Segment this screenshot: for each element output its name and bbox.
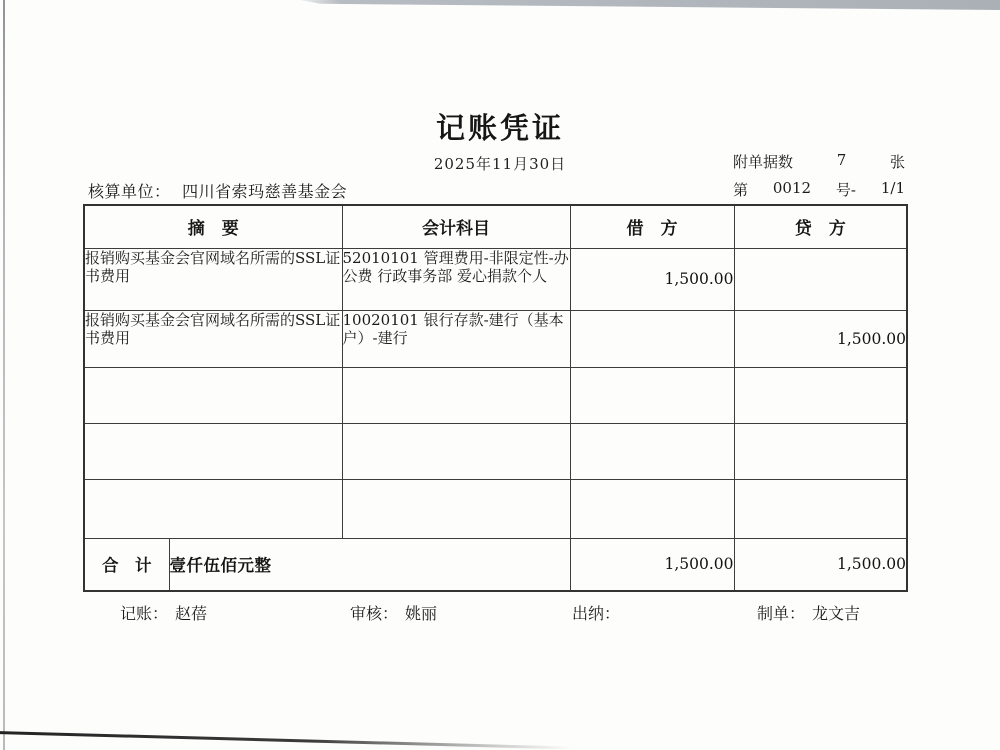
summary-cell: 报销购买基金会官网域名所需的SSL证书费用 bbox=[84, 248, 342, 310]
credit-amount bbox=[734, 423, 907, 479]
voucher-number-line bbox=[733, 179, 905, 200]
total-label: 合 计 bbox=[84, 538, 169, 591]
account-cell: 10020101 银行存款-建行（基本户）-建行 bbox=[342, 310, 570, 367]
accounting-unit-value: 四川省索玛慈善基金会 bbox=[182, 182, 348, 201]
table-row-empty bbox=[84, 479, 907, 538]
voucher-no-prefix: 第 bbox=[733, 181, 749, 199]
total-debit-amount: 1,500.00 bbox=[570, 538, 734, 591]
voucher-no-suffix: 号- bbox=[835, 181, 856, 199]
attachment-label: 附单据数 bbox=[733, 153, 794, 171]
signature-bookkeeper bbox=[120, 601, 207, 624]
account-cell bbox=[342, 479, 570, 538]
reviewer-label: 审核： bbox=[350, 604, 399, 623]
debit-amount bbox=[570, 479, 734, 538]
debit-amount bbox=[570, 367, 734, 423]
account-cell bbox=[342, 423, 570, 479]
attachment-count: 7 bbox=[836, 151, 847, 169]
table-total-row bbox=[84, 538, 907, 591]
signature-reviewer bbox=[350, 601, 437, 624]
table-header-row bbox=[84, 205, 907, 248]
voucher-table bbox=[83, 204, 908, 592]
debit-amount bbox=[570, 310, 734, 367]
attachment-unit: 张 bbox=[889, 153, 905, 171]
header-credit: 贷 方 bbox=[734, 205, 907, 248]
bookkeeper-name: 赵蓓 bbox=[175, 604, 208, 623]
cashier-label: 出纳： bbox=[572, 604, 621, 623]
summary-cell bbox=[84, 479, 342, 538]
table-row-empty bbox=[84, 423, 907, 479]
credit-amount: 1,500.00 bbox=[734, 310, 907, 367]
bookkeeper-label: 记账： bbox=[120, 604, 169, 623]
header-debit: 借 方 bbox=[570, 205, 734, 248]
credit-amount bbox=[734, 248, 907, 310]
voucher-no-page: 1/1 bbox=[880, 179, 905, 197]
header-summary: 摘 要 bbox=[84, 205, 342, 248]
header-account: 会计科目 bbox=[342, 205, 570, 248]
table-row bbox=[84, 248, 907, 310]
debit-amount: 1,500.00 bbox=[570, 248, 734, 310]
accounting-unit-label: 核算单位： bbox=[88, 182, 171, 201]
preparer-name: 龙文吉 bbox=[812, 604, 861, 623]
total-credit-amount: 1,500.00 bbox=[734, 538, 907, 591]
attachment-count-line bbox=[733, 151, 905, 172]
summary-cell bbox=[84, 423, 342, 479]
debit-amount bbox=[570, 423, 734, 479]
credit-amount bbox=[734, 479, 907, 538]
account-cell: 52010101 管理费用-非限定性-办公费 行政事务部 爱心捐款个人 bbox=[342, 248, 570, 310]
table-row bbox=[84, 310, 907, 367]
voucher-no-number: 0012 bbox=[772, 179, 812, 197]
voucher-date: 2025年11月30日 bbox=[433, 155, 567, 173]
preparer-label: 制单： bbox=[757, 604, 806, 623]
credit-amount bbox=[734, 367, 907, 423]
reviewer-name: 姚丽 bbox=[405, 604, 438, 623]
scan-artifact-bottom-edge bbox=[0, 731, 571, 750]
accounting-unit-line bbox=[88, 179, 347, 202]
total-amount-in-words: 壹仟伍佰元整 bbox=[169, 538, 570, 591]
signature-preparer bbox=[757, 601, 860, 624]
signature-cashier bbox=[572, 601, 627, 624]
scan-artifact-top-edge bbox=[0, 0, 1000, 10]
table-row-empty bbox=[84, 367, 907, 423]
voucher-title: 记账凭证 bbox=[435, 111, 564, 145]
summary-cell: 报销购买基金会官网域名所需的SSL证书费用 bbox=[84, 310, 342, 367]
summary-cell bbox=[84, 367, 342, 423]
account-cell bbox=[342, 367, 570, 423]
